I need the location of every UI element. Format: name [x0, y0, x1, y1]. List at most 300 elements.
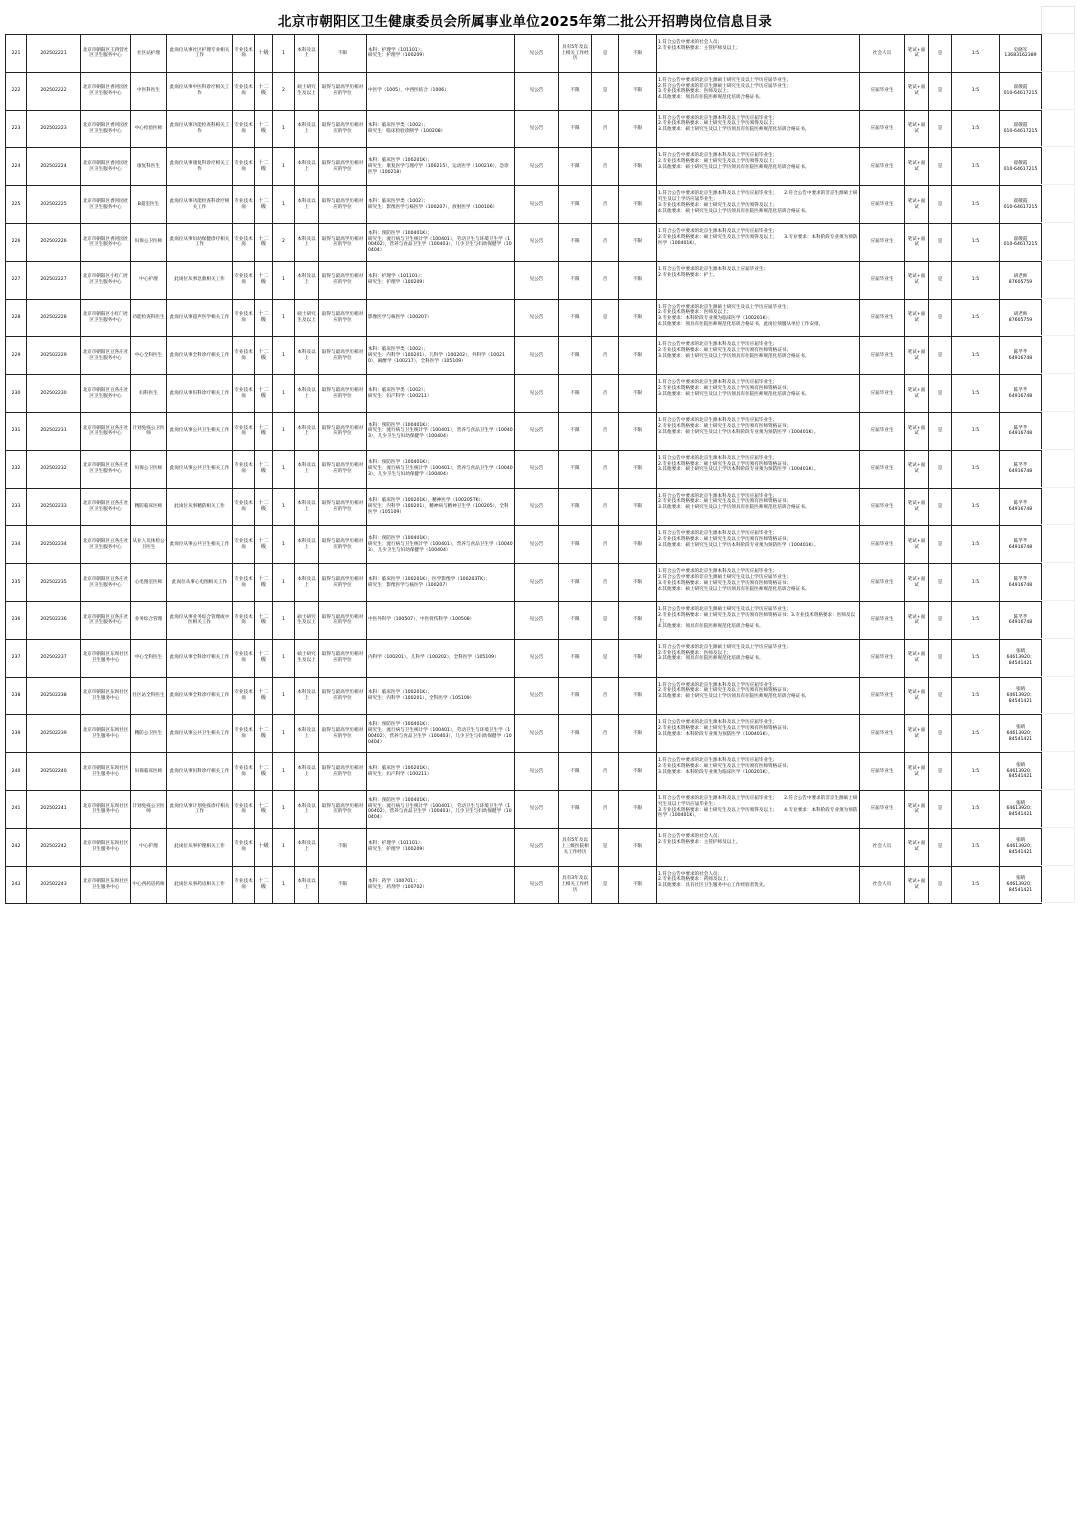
degree-cell: 取得与最高学历相对应的学位	[319, 337, 367, 375]
target-cell: 应届毕业生	[860, 715, 905, 753]
category-cell: 专业技术岗	[233, 526, 255, 564]
hukou-cell: 否	[592, 148, 619, 186]
political-cell: 见公告	[515, 601, 559, 639]
requirements-cell: 1.符合公告中要求的北京生源本科及以上学历应届毕业生； 2.符合公告中要求的非京生源硕士研究生及以上学历应届毕业生； 3.专业技术资格要求：硕士研究生及以上学历须得及以上； 4.其他要求：硕士研究生及以上学历须具有住院医师规范化培训合格证书。	[657, 186, 860, 224]
table-row	[6, 753, 1042, 791]
requirements-cell: 1.符合公告中要求的北京生源本科及以上学历应届毕业生； 2.专业技术资格要求：硕士研究生及以上学历须有医师资格证书； 3.其他要求：本科阶段专业须为临床医学（100201K）。	[657, 753, 860, 791]
count-cell: 1	[273, 299, 295, 337]
ratio-flag-cell: 是	[929, 564, 952, 602]
hukou-cell: 否	[592, 564, 619, 602]
seq-cell: 237	[6, 639, 27, 677]
count-cell: 1	[273, 375, 295, 413]
target-cell: 应届毕业生	[860, 186, 905, 224]
grade-cell: 十二级	[255, 450, 273, 488]
post-cell: 妇保公卫医师	[131, 223, 167, 261]
count-cell: 1	[273, 564, 295, 602]
hukou-cell: 否	[592, 337, 619, 375]
requirements-cell: 1.符合公告中要求的北京生源本科及以上学历应届毕业生； 2.符合公告中要求的非京生源硕士研究生及以上学历应届毕业生； 3.专业技术资格要求：硕士研究生及以上学历须得及以上； 4.专业要求：本科阶段专业须为预防医学（100401K）。	[657, 790, 860, 828]
code-cell: 202502237	[27, 639, 81, 677]
major-cell: 中医学（1005），中西医结合（1006）	[367, 72, 515, 110]
exam-cell: 笔试+面试	[905, 261, 929, 299]
unit-cell: 北京市朝阳区香河园社区卫生服务中心	[81, 186, 131, 224]
post-cell: 业务综合管理	[131, 601, 167, 639]
category-cell: 专业技术岗	[233, 110, 255, 148]
desc-cell: 此岗位从事功能检查科相关工作	[167, 110, 233, 148]
exam-cell: 笔试+面试	[905, 526, 929, 564]
category-cell: 专业技术岗	[233, 337, 255, 375]
desc-cell: 此岗位从事妇幼保健诊疗相关工作	[167, 223, 233, 261]
post-cell: 中医科医生	[131, 72, 167, 110]
degree-cell: 取得与最高学历相对应的学位	[319, 564, 367, 602]
post-cell: 康复科医生	[131, 148, 167, 186]
hukou-cell: 是	[592, 35, 619, 73]
hukou-cell: 否	[592, 223, 619, 261]
grade-cell: 十二级	[255, 375, 273, 413]
positions-table	[5, 34, 1042, 904]
category-cell: 专业技术岗	[233, 412, 255, 450]
code-cell: 202502221	[27, 35, 81, 73]
ratio-cell: 1:5	[952, 261, 1000, 299]
desc-cell: 此岗位从事妇科诊疗相关工作	[167, 375, 233, 413]
political-cell: 见公告	[515, 866, 559, 904]
age-cell: 不限	[619, 526, 657, 564]
major-cell: 本科：护理学（101101）； 研究生：护理学（100209）	[367, 828, 515, 866]
post-cell: 中心西药房药师	[131, 866, 167, 904]
ratio-cell: 1:5	[952, 677, 1000, 715]
unit-cell: 北京市朝阳区香河园社区卫生服务中心	[81, 223, 131, 261]
degree-cell: 取得与最高学历相对应的学位	[319, 715, 367, 753]
code-cell: 202502224	[27, 148, 81, 186]
desc-cell: 此岗位从事全科诊疗相关工作	[167, 639, 233, 677]
major-cell: 本科：临床医学类（1002）； 研究生：妇产科学（100211）	[367, 375, 515, 413]
exam-cell: 笔试+面试	[905, 148, 929, 186]
category-cell: 专业技术岗	[233, 715, 255, 753]
ratio-flag-cell: 是	[929, 148, 952, 186]
degree-cell: 取得与最高学历相对应的学位	[319, 375, 367, 413]
table-row	[6, 866, 1042, 904]
target-cell: 应届毕业生	[860, 450, 905, 488]
exam-cell: 笔试+面试	[905, 488, 929, 526]
category-cell: 专业技术岗	[233, 488, 255, 526]
ghost-cell	[1041, 525, 1075, 563]
grade-cell: 十二级	[255, 526, 273, 564]
ghost-cell	[1041, 110, 1075, 148]
target-cell: 应届毕业生	[860, 488, 905, 526]
contact-cell: 张晴 64613920； 84541421	[1000, 866, 1042, 904]
major-cell: 本科：护理学（101101）； 研究生：护理学（100209）	[367, 35, 515, 73]
political-cell: 见公告	[515, 261, 559, 299]
category-cell: 专业技术岗	[233, 223, 255, 261]
post-cell: 妇保临床医师	[131, 753, 167, 791]
target-cell: 应届毕业生	[860, 148, 905, 186]
grade-cell: 十二级	[255, 866, 273, 904]
ratio-cell: 1:5	[952, 526, 1000, 564]
desc-cell: 此岗位从事中医科诊疗相关工作	[167, 72, 233, 110]
ratio-cell: 1:5	[952, 564, 1000, 602]
political-cell: 见公告	[515, 223, 559, 261]
desc-cell: 此岗位从事计划免疫诊疗相关工作	[167, 790, 233, 828]
exam-cell: 笔试+面试	[905, 72, 929, 110]
ratio-cell: 1:5	[952, 186, 1000, 224]
experience-cell: 不限	[559, 110, 592, 148]
requirements-cell: 1.符合公告中要求的社会人员； 2.专业技术资格要求：药师及以上； 3.其他要求：具有社区卫生服务中心工作经验者优先。	[657, 866, 860, 904]
contact-cell: 胡老师 87605759	[1000, 299, 1042, 337]
seq-cell: 229	[6, 337, 27, 375]
contact-cell: 陈芊芊 64916748	[1000, 412, 1042, 450]
ghost-cell	[1041, 261, 1075, 299]
desc-cell: 此岗位从事公共卫生相关工作	[167, 526, 233, 564]
requirements-cell: 1.符合公告中要求的北京生源硕士研究生及以上学历应届毕业生； 2.专业技术资格要求：医师及以上； 3.专业要求：本科阶段专业须为临床医学（100201K）； 4.其他要求：须具有住院医师规范化培训合格证书，此岗位须服从单位工作安排。	[657, 299, 860, 337]
grade-cell: 十二级	[255, 223, 273, 261]
age-cell: 不限	[619, 639, 657, 677]
hukou-cell: 否	[592, 526, 619, 564]
age-cell: 不限	[619, 186, 657, 224]
unit-cell: 北京市朝阳区王四营社区卫生服务中心	[81, 35, 131, 73]
unit-cell: 北京市朝阳区东坝社区卫生服务中心	[81, 715, 131, 753]
post-cell: 心电图室医师	[131, 564, 167, 602]
count-cell: 1	[273, 639, 295, 677]
seq-cell: 242	[6, 828, 27, 866]
seq-cell: 226	[6, 223, 27, 261]
requirements-cell: 1.符合公告中要求的北京生源本科及以上学历应届毕业生； 2.专业技术资格要求：硕士研究生及以上学历须有医师资格证书； 3.其他要求：硕士研究生及以上学历须具有住院医师规范化培训合格证书。	[657, 375, 860, 413]
age-cell: 不限	[619, 601, 657, 639]
ghost-cell	[1041, 299, 1075, 337]
category-cell: 专业技术岗	[233, 639, 255, 677]
table-row	[6, 715, 1042, 753]
experience-cell: 不限	[559, 753, 592, 791]
count-cell: 1	[273, 148, 295, 186]
target-cell: 应届毕业生	[860, 337, 905, 375]
degree-cell: 取得与最高学历相对应的学位	[319, 186, 367, 224]
degree-cell: 取得与最高学历相对应的学位	[319, 488, 367, 526]
contact-cell: 张晴 64613920； 84541421	[1000, 639, 1042, 677]
degree-cell: 取得与最高学历相对应的学位	[319, 299, 367, 337]
requirements-cell: 1.符合公告中要求的社会人员； 2.专业技术资格要求：主管护师及以上；	[657, 35, 860, 73]
page-title: 北京市朝阳区卫生健康委员会所属事业单位2025年第二批公开招聘岗位信息目录	[277, 14, 773, 30]
requirements-cell: 1.符合公告中要求的北京生源本科及以上应届毕业生； 2.专业技术资格要求：护士。	[657, 261, 860, 299]
exam-cell: 笔试+面试	[905, 412, 929, 450]
table-row	[6, 601, 1042, 639]
code-cell: 202502222	[27, 72, 81, 110]
code-cell: 202502236	[27, 601, 81, 639]
grade-cell: 十二级	[255, 110, 273, 148]
education-cell: 本科及以上	[295, 790, 319, 828]
desc-cell: 此岗位从事超声医学相关工作	[167, 299, 233, 337]
major-cell: 本科：预防医学（100401K）； 研究生：流行病与卫生统计学（100401），劳动卫生与环境卫生学（100402），营养与食品卫生学（100403），儿少卫生与妇幼保健学（100404）	[367, 223, 515, 261]
age-cell: 不限	[619, 450, 657, 488]
age-cell: 不限	[619, 753, 657, 791]
code-cell: 202502240	[27, 753, 81, 791]
desc-cell: 此岗位从事护理相关工作	[167, 828, 233, 866]
hukou-cell: 否	[592, 715, 619, 753]
exam-cell: 笔试+面试	[905, 186, 929, 224]
hukou-cell: 否	[592, 488, 619, 526]
education-cell: 本科及以上	[295, 375, 319, 413]
grade-cell: 十二级	[255, 790, 273, 828]
count-cell: 1	[273, 601, 295, 639]
education-cell: 本科及以上	[295, 261, 319, 299]
major-cell: 本科：临床医学（100201K），精神医学（100205TK）； 研究生：内科学（100201），精神病与精神卫生学（100205），全科医学（105109）	[367, 488, 515, 526]
degree-cell: 取得与最高学历相对应的学位	[319, 639, 367, 677]
ghost-cell	[1041, 639, 1075, 677]
requirements-cell: 1.符合公告中要求的北京生源本科及以上学历应届毕业生； 2.专业技术资格要求：硕士研究生及以上学历须有医师资格证书； 3.其他要求：硕士研究生及以上学历本科阶段专业须为预防医学（100401K）。	[657, 526, 860, 564]
education-cell: 本科及以上	[295, 148, 319, 186]
target-cell: 应届毕业生	[860, 261, 905, 299]
experience-cell: 不限	[559, 412, 592, 450]
grade-cell: 十二级	[255, 337, 273, 375]
desc-cell: 此岗位从事康复科诊疗相关工作	[167, 148, 233, 186]
grade-cell: 十二级	[255, 715, 273, 753]
grade-cell: 十二级	[255, 564, 273, 602]
ghost-cell	[1041, 488, 1075, 526]
seq-cell: 222	[6, 72, 27, 110]
hukou-cell: 否	[592, 375, 619, 413]
category-cell: 专业技术岗	[233, 72, 255, 110]
exam-cell: 笔试+面试	[905, 375, 929, 413]
post-cell: 妇科医生	[131, 375, 167, 413]
count-cell: 1	[273, 790, 295, 828]
ratio-flag-cell: 是	[929, 186, 952, 224]
contact-cell: 翟敬霞 010-64617215	[1000, 223, 1042, 261]
education-cell: 硕士研究生及以上	[295, 601, 319, 639]
ratio-flag-cell: 是	[929, 110, 952, 148]
major-cell: 本科：临床医学（100201K）； 研究生：内科学（100201），全科医学（105109）	[367, 677, 515, 715]
hukou-cell: 否	[592, 110, 619, 148]
ratio-cell: 1:5	[952, 110, 1000, 148]
ratio-flag-cell: 是	[929, 412, 952, 450]
ratio-flag-cell: 是	[929, 337, 952, 375]
post-cell: 中心检验医师	[131, 110, 167, 148]
ghost-cell	[1041, 374, 1075, 412]
degree-cell: 取得与最高学历相对应的学位	[319, 526, 367, 564]
major-cell: 本科：预防医学（100401K）； 研究生：流行病与卫生统计学（100401），营养与食品卫生学（100403），儿少卫生与妇幼保健学（100404）	[367, 526, 515, 564]
unit-cell: 北京市朝阳区豆各庄社区卫生服务中心	[81, 601, 131, 639]
grade-cell: 十二级	[255, 488, 273, 526]
table-row	[6, 261, 1042, 299]
code-cell: 202502223	[27, 110, 81, 148]
education-cell: 硕士研究生及以上	[295, 639, 319, 677]
seq-cell: 223	[6, 110, 27, 148]
ratio-cell: 1:5	[952, 148, 1000, 186]
degree-cell: 取得与最高学历相对应的学位	[319, 261, 367, 299]
education-cell: 本科及以上	[295, 753, 319, 791]
major-cell: 本科：临床医学（100201K），医学影像学（100203TK）； 研究生：影像医学与核医学（100207）	[367, 564, 515, 602]
unit-cell: 北京市朝阳区小红门社区卫生服务中心	[81, 261, 131, 299]
ghost-cell	[1041, 223, 1075, 261]
unit-cell: 北京市朝阳区东坝社区卫生服务中心	[81, 790, 131, 828]
ratio-flag-cell: 是	[929, 488, 952, 526]
grade-cell: 十二级	[255, 186, 273, 224]
experience-cell: 不限	[559, 72, 592, 110]
table-row	[6, 450, 1042, 488]
seq-cell: 232	[6, 450, 27, 488]
age-cell: 不限	[619, 828, 657, 866]
major-cell: 内科学（100201），儿科学（100202），全科医学（105109）	[367, 639, 515, 677]
category-cell: 专业技术岗	[233, 677, 255, 715]
requirements-cell: 1.符合公告中要求的北京生源硕士研究生及以上学历应届毕业生； 2.专业技术资格要求：硕士研究生及以上学历须有医师资格证书；3.专业技术资格要求：医师及以上； 4.其他要求：须具有住院医师规范化培训合格证书。	[657, 601, 860, 639]
degree-cell: 取得与最高学历相对应的学位	[319, 790, 367, 828]
contact-cell: 翟敬霞 010-64617215	[1000, 186, 1042, 224]
ratio-flag-cell: 是	[929, 828, 952, 866]
age-cell: 不限	[619, 866, 657, 904]
table-row	[6, 110, 1042, 148]
table-row	[6, 223, 1042, 261]
desc-cell: 此岗位从事社区护理专业相关工作	[167, 35, 233, 73]
degree-cell: 取得与最高学历相对应的学位	[319, 450, 367, 488]
degree-cell: 取得与最高学历相对应的学位	[319, 72, 367, 110]
unit-cell: 北京市朝阳区豆各庄社区卫生服务中心	[81, 412, 131, 450]
post-cell: 中心全科医生	[131, 337, 167, 375]
grade-cell: 十二级	[255, 601, 273, 639]
code-cell: 202502239	[27, 715, 81, 753]
ratio-flag-cell: 是	[929, 35, 952, 73]
hukou-cell: 否	[592, 261, 619, 299]
seq-cell: 239	[6, 715, 27, 753]
ratio-cell: 1:5	[952, 790, 1000, 828]
contact-cell: 张晴 64613920； 84541421	[1000, 677, 1042, 715]
target-cell: 应届毕业生	[860, 375, 905, 413]
education-cell: 硕士研究生及以上	[295, 299, 319, 337]
exam-cell: 笔试+面试	[905, 601, 929, 639]
grade-cell: 十二级	[255, 261, 273, 299]
ghost-cell	[1041, 714, 1075, 752]
unit-cell: 北京市朝阳区豆各庄社区卫生服务中心	[81, 526, 131, 564]
category-cell: 专业技术岗	[233, 261, 255, 299]
category-cell: 专业技术岗	[233, 866, 255, 904]
education-cell: 硕士研究生及以上	[295, 72, 319, 110]
political-cell: 见公告	[515, 35, 559, 73]
unit-cell: 北京市朝阳区香河园社区卫生服务中心	[81, 148, 131, 186]
exam-cell: 笔试+面试	[905, 790, 929, 828]
exam-cell: 笔试+面试	[905, 753, 929, 791]
major-cell: 本科：预防医学（100401K）； 研究生：流行病与卫生统计学（100401），营养与食品卫生学（100403），儿少卫生与妇幼保健学（100404）	[367, 412, 515, 450]
ghost-cell	[1041, 34, 1075, 72]
seq-cell: 234	[6, 526, 27, 564]
unit-cell: 北京市朝阳区东坝社区卫生服务中心	[81, 677, 131, 715]
ratio-cell: 1:5	[952, 601, 1000, 639]
ghost-cell	[1041, 185, 1075, 223]
post-cell: B超室医生	[131, 186, 167, 224]
desc-cell: 此岗位从事全科诊疗相关工作	[167, 677, 233, 715]
political-cell: 见公告	[515, 299, 559, 337]
count-cell: 1	[273, 337, 295, 375]
exam-cell: 笔试+面试	[905, 866, 929, 904]
ratio-flag-cell: 是	[929, 299, 952, 337]
seq-cell: 233	[6, 488, 27, 526]
table-row	[6, 488, 1042, 526]
age-cell: 不限	[619, 488, 657, 526]
experience-cell: 不限	[559, 337, 592, 375]
age-cell: 不限	[619, 261, 657, 299]
unit-cell: 北京市朝阳区小红门社区卫生服务中心	[81, 299, 131, 337]
ratio-cell: 1:5	[952, 72, 1000, 110]
ghost-cell	[1041, 450, 1075, 488]
post-cell: 妇保公卫医师	[131, 450, 167, 488]
post-cell: 中心护理	[131, 828, 167, 866]
contact-cell: 史晓军 13683162389	[1000, 35, 1042, 73]
table-row	[6, 186, 1042, 224]
hukou-cell: 是	[592, 639, 619, 677]
contact-cell: 胡老师 87605759	[1000, 261, 1042, 299]
requirements-cell: 1.符合公告中要求的北京生源硕士研究生及以上学历应届毕业生； 2.符合公告中要求的非京生源硕士研究生及以上学历应届毕业生； 3.专业技术资格要求：医师及以上； 4.其他要求：须具有住院医师规范化培训合格证书。	[657, 72, 860, 110]
political-cell: 见公告	[515, 790, 559, 828]
ghost-cell	[1041, 412, 1075, 450]
target-cell: 应届毕业生	[860, 601, 905, 639]
grade-cell: 十二级	[255, 148, 273, 186]
code-cell: 202502230	[27, 375, 81, 413]
count-cell: 1	[273, 186, 295, 224]
ratio-cell: 1:5	[952, 35, 1000, 73]
major-cell: 本科：临床医学（100201K）； 研究生：康复医学与理疗学（100215），运动医学（100216），急诊医学（100218）	[367, 148, 515, 186]
unit-cell: 北京市朝阳区东坝社区卫生服务中心	[81, 753, 131, 791]
contact-cell: 张晴 64613920； 84541421	[1000, 753, 1042, 791]
major-cell: 影像医学与核医学（100207）	[367, 299, 515, 337]
education-cell: 本科及以上	[295, 450, 319, 488]
exam-cell: 笔试+面试	[905, 35, 929, 73]
major-cell: 中医外科学（100507），中医骨伤科学（100508）	[367, 601, 515, 639]
hukou-cell: 否	[592, 753, 619, 791]
ratio-cell: 1:5	[952, 223, 1000, 261]
seq-cell: 227	[6, 261, 27, 299]
post-cell: 计划免疫公卫医师	[131, 790, 167, 828]
seq-cell: 230	[6, 375, 27, 413]
requirements-cell: 1.符合公告中要求的北京生源硕士研究生及以上学历应届毕业生； 2.专业技术资格要求：医师及以上； 3.其他要求：须具有住院医师规范化培训合格证书。	[657, 639, 860, 677]
exam-cell: 笔试+面试	[905, 110, 929, 148]
age-cell: 不限	[619, 299, 657, 337]
major-cell: 本科：护理学（101101）； 研究生：护理学（100209）	[367, 261, 515, 299]
unit-cell: 北京市朝阳区东坝社区卫生服务中心	[81, 866, 131, 904]
ghost-cell	[1041, 790, 1075, 828]
political-cell: 见公告	[515, 72, 559, 110]
count-cell: 1	[273, 488, 295, 526]
code-cell: 202502226	[27, 223, 81, 261]
experience-cell: 不限	[559, 715, 592, 753]
requirements-cell: 1.符合公告中要求的北京生源本科及以上学历应届毕业生； 2.专业技术资格要求：硕士研究生及以上学历须有医师资格证书； 3.其他要求：本科阶段专业须为预防医学（100401K）。	[657, 715, 860, 753]
ratio-flag-cell: 是	[929, 790, 952, 828]
post-cell: 从业人员体检公卫医生	[131, 526, 167, 564]
ghost-cell	[1041, 752, 1075, 790]
unit-cell: 北京市朝阳区豆各庄社区卫生服务中心	[81, 488, 131, 526]
degree-cell: 不限	[319, 828, 367, 866]
ratio-cell: 1:5	[952, 753, 1000, 791]
experience-cell: 不限	[559, 677, 592, 715]
post-cell: 精防临床医师	[131, 488, 167, 526]
corner-empty-cell	[1041, 6, 1075, 34]
ratio-cell: 1:5	[952, 639, 1000, 677]
requirements-cell: 1.符合公告中要求的北京生源本科及以上学历应届毕业生； 2.专业技术资格要求：硕士研究生及以上学历须有医师资格证书； 3.其他要求：硕士研究生及以上学历本科阶段专业须为预防医学（100401K）。	[657, 412, 860, 450]
table-row	[6, 564, 1042, 602]
unit-cell: 北京市朝阳区豆各庄社区卫生服务中心	[81, 564, 131, 602]
category-cell: 专业技术岗	[233, 828, 255, 866]
seq-cell: 224	[6, 148, 27, 186]
count-cell: 1	[273, 261, 295, 299]
desc-cell: 此岗位从事心电图相关工作	[167, 564, 233, 602]
requirements-cell: 1.符合公告中要求的北京生源本科及以上学历应届毕业生； 2.专业技术资格要求：硕士研究生及以上学历须得及以上； 3.其他要求：硕士研究生及以上学历须具有住院医师规范化培训合格证书。	[657, 148, 860, 186]
contact-cell: 翟敬霞 010-64617215	[1000, 72, 1042, 110]
political-cell: 见公告	[515, 639, 559, 677]
political-cell: 见公告	[515, 186, 559, 224]
requirements-cell: 1.符合公告中要求的社会人员； 2.专业技术资格要求：主管护师及以上。	[657, 828, 860, 866]
contact-cell: 陈芊芊 64916748	[1000, 375, 1042, 413]
target-cell: 社会人员	[860, 828, 905, 866]
hukou-cell: 否	[592, 677, 619, 715]
contact-cell: 翟敬霞 010-64617215	[1000, 110, 1042, 148]
requirements-cell: 1.符合公告中要求的北京生源本科及以上学历应届毕业生； 2.专业技术资格要求：硕士研究生及以上学历须得及以上； 3.专业要求：本科阶段专业须为预防医学（100401K）。	[657, 223, 860, 261]
count-cell: 1	[273, 412, 295, 450]
major-cell: 本科：预防医学（100401K）； 研究生：流行病与卫生统计学（100401），劳动卫生与环境卫生学（100402），营养与食品卫生学（100403），儿少卫生与妇幼保健学（100404）	[367, 715, 515, 753]
target-cell: 应届毕业生	[860, 564, 905, 602]
exam-cell: 笔试+面试	[905, 564, 929, 602]
